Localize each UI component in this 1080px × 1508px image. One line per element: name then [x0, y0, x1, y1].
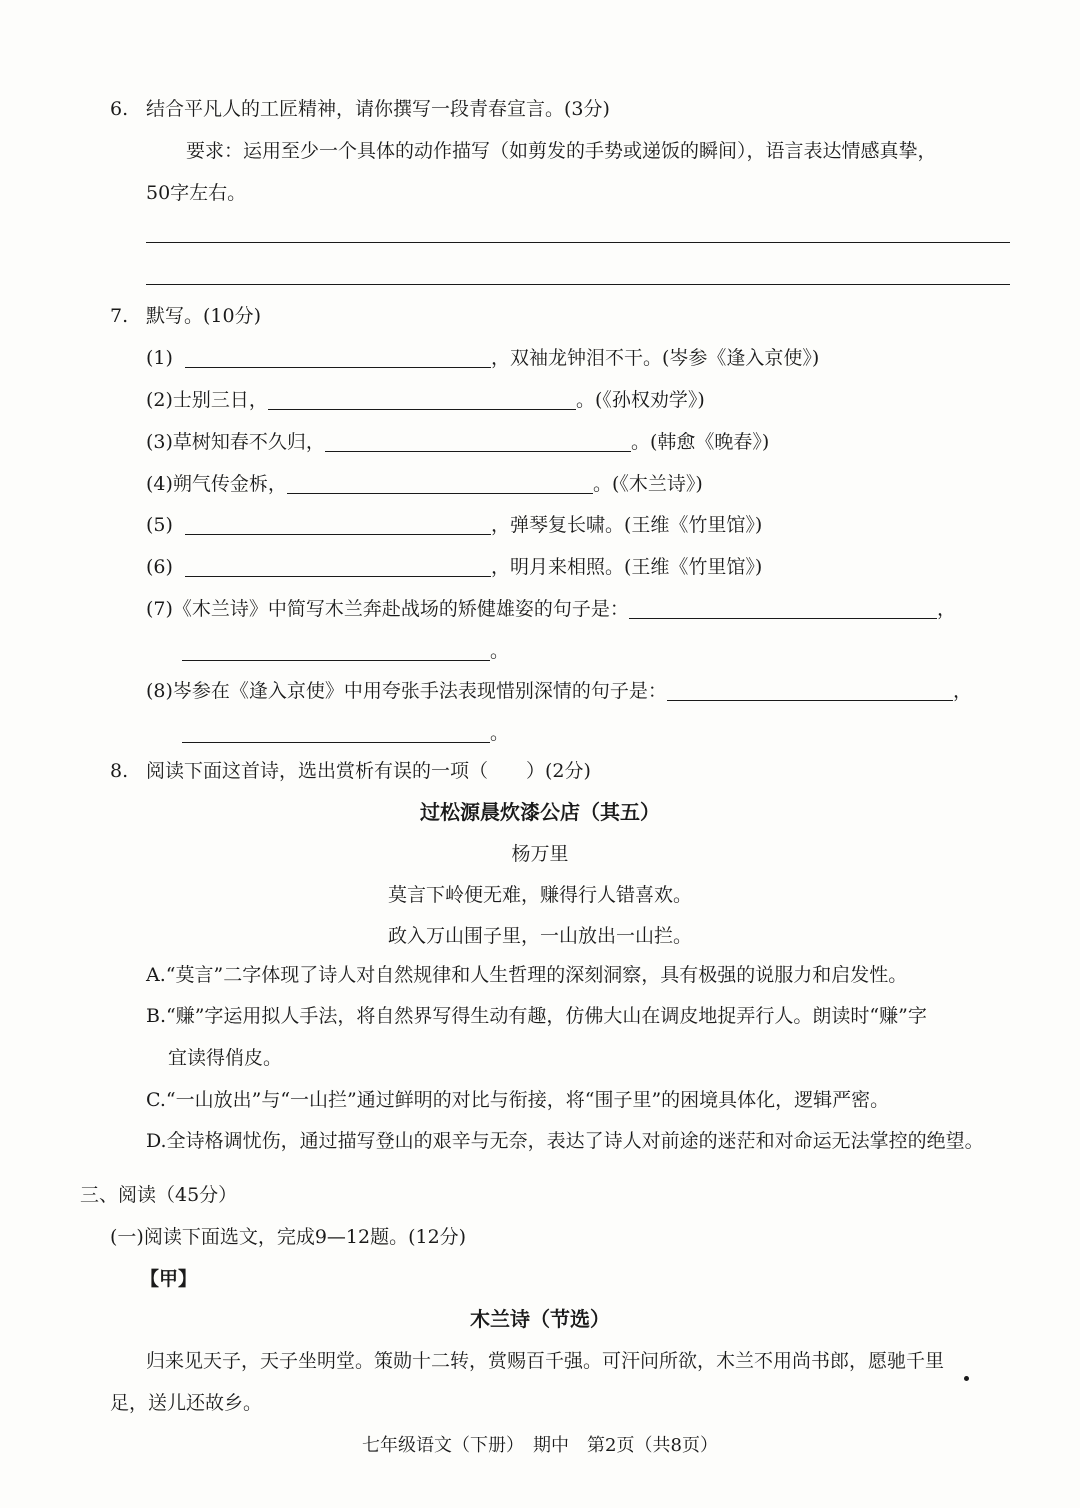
q6-text: 结合平凡人的工匠精神，请你撰写一段青春宣言。(3分) [146, 98, 610, 120]
passage-jia-label: 【甲】 [140, 1268, 198, 1290]
fill-blank[interactable] [185, 556, 491, 577]
q7-item-8-cont [182, 720, 509, 746]
q7-item-8 [146, 678, 972, 704]
fill-blank[interactable] [185, 347, 491, 368]
q7-item-4 [146, 471, 703, 497]
item-post: 。(《木兰诗》) [592, 473, 703, 495]
item-label: (2) [146, 389, 173, 411]
q8-option-d: D.全诗格调忧伤，通过描写登山的艰辛与无奈，表达了诗人对前途的迷茫和对命运无法掌控的绝望。 [146, 1130, 984, 1152]
section3-heading: 三、阅读（45分） [80, 1184, 238, 1206]
q7-item-2 [146, 387, 705, 413]
q7-item-7 [146, 596, 956, 622]
item-pre: 士别三日， [172, 389, 268, 411]
fill-blank[interactable] [182, 722, 490, 743]
item-label: (4) [146, 473, 173, 495]
item-post: ，双袖龙钟泪不干。(岑参《逢入京使》) [490, 347, 820, 369]
page-footer: 七年级语文（下册） 期中 第2页（共8页） [362, 1435, 718, 1456]
poem-title: 过松源晨炊漆公店（其五） [420, 800, 660, 824]
passage-paragraph-line2: 足，送儿还故乡。 [110, 1392, 263, 1414]
q7-number: 7. [110, 305, 129, 327]
item-label: (7) [146, 598, 173, 620]
item-pre: 岑参在《逢入京使》中用夸张手法表现惜别深情的句子是： [172, 680, 667, 702]
q6-requirement-line2: 50字左右。 [146, 182, 247, 204]
poem-line-1: 莫言下岭便无难，赚得行人错喜欢。 [387, 884, 692, 906]
item-pre: 《木兰诗》中简写木兰奔赴战场的矫健雄姿的句子是： [172, 598, 629, 620]
q6-answer-line-2[interactable] [146, 284, 1010, 285]
item-post: ，弹琴复长啸。(王维《竹里馆》) [490, 514, 763, 536]
poem-author: 杨万里 [511, 843, 569, 865]
item-label: (8) [146, 680, 173, 702]
q7-item-7-cont [182, 638, 509, 664]
q6-requirement-line1: 要求：运用至少一个具体的动作描写（如剪发的手势或递饭的瞬间），语言表达情感真挚， [186, 140, 937, 162]
q8-option-b-line2: 宜读得俏皮。 [168, 1047, 283, 1069]
section3-subheading: (一)阅读下面选文，完成9—12题。(12分) [110, 1226, 467, 1248]
item-end: 。 [490, 722, 510, 744]
fill-blank[interactable] [287, 473, 593, 494]
q8-number: 8. [110, 760, 129, 782]
q8-option-a: A.“莫言”二字体现了诗人对自然规律和人生哲理的深刻洞察，具有极强的说服力和启发性。 [146, 964, 908, 986]
q7-item-1 [146, 345, 819, 371]
q7-item-6 [146, 554, 762, 580]
item-label: (6) [146, 556, 173, 578]
emphasis-dot [964, 1376, 969, 1381]
fill-blank[interactable] [325, 431, 631, 452]
q6-answer-line-1[interactable] [146, 242, 1010, 243]
fill-blank[interactable] [629, 598, 937, 619]
item-pre: 草树知春不久归， [172, 431, 325, 453]
item-post: ， [936, 598, 956, 620]
q7-text: 默写。(10分) [146, 305, 262, 327]
item-post: ， [952, 680, 972, 702]
passage-title: 木兰诗（节选） [470, 1307, 610, 1331]
passage-paragraph-line1: 归来见天子，天子坐明堂。策勋十二转，赏赐百千强。可汗问所欲，木兰不用尚书郎，愿驰千里 [146, 1350, 945, 1372]
q7-item-5 [146, 512, 762, 538]
item-post: ，明月来相照。(王维《竹里馆》) [490, 556, 763, 578]
q8-text: 阅读下面这首诗，选出赏析有误的一项（ ）(2分) [146, 760, 591, 782]
item-post: 。(《孙权劝学》) [575, 389, 705, 411]
q7-item-3 [146, 429, 769, 455]
item-pre: 朔气传金柝， [172, 473, 287, 495]
poem-line-2: 政入万山围子里，一山放出一山拦。 [387, 925, 692, 947]
item-label: (3) [146, 431, 173, 453]
item-label: (5) [146, 514, 173, 536]
item-label: (1) [146, 347, 173, 369]
fill-blank[interactable] [667, 680, 953, 701]
fill-blank[interactable] [268, 389, 576, 410]
q6-number: 6. [110, 98, 129, 120]
fill-blank[interactable] [182, 640, 490, 661]
fill-blank[interactable] [185, 514, 491, 535]
item-end: 。 [490, 640, 510, 662]
q8-option-b-line1: B.“赚”字运用拟人手法，将自然界写得生动有趣，仿佛大山在调皮地捉弄行人。朗读时“赚”字 [146, 1005, 927, 1027]
q8-option-c: C.“一山放出”与“一山拦”通过鲜明的对比与衔接，将“围子里”的困境具体化，逻辑严密。 [146, 1089, 890, 1111]
item-post: 。(韩愈《晚春》) [630, 431, 770, 453]
